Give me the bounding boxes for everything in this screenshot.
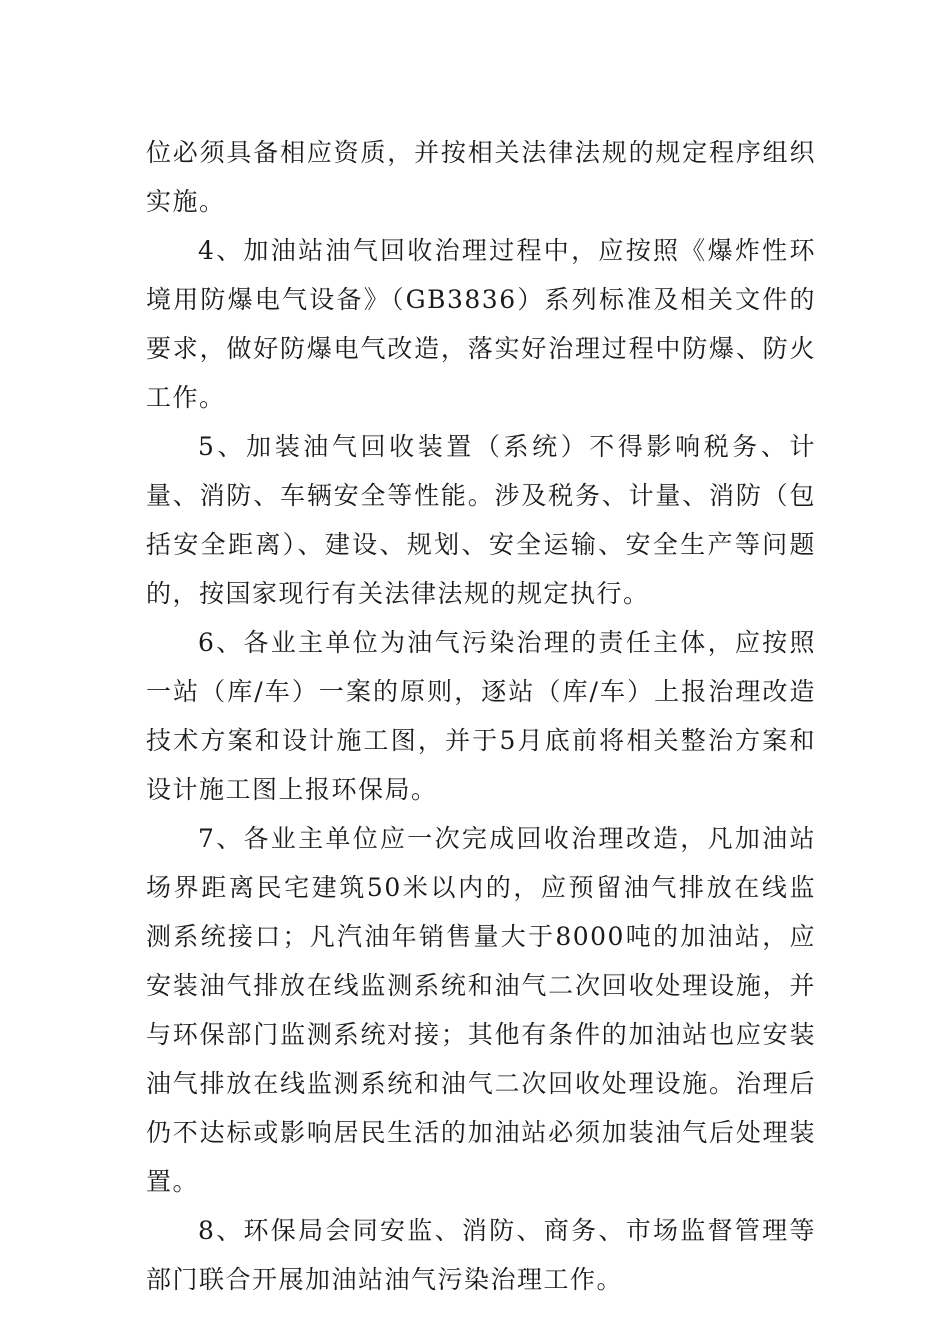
paragraph-continuation: 位必须具备相应资质，并按相关法律法规的规定程序组织实施。	[146, 138, 816, 216]
paragraph-item-4: 4、加油站油气回收治理过程中，应按照《爆炸性环境用防爆电气设备》（GB3836）系列标准及相关文件的要求，做好防爆电气改造，落实好治理过程中防爆、防火工作。	[146, 236, 816, 412]
paragraph-item-8: 8、环保局会同安监、消防、商务、市场监督管理等部门联合开展加油站油气污染治理工作。	[146, 1216, 816, 1294]
paragraph-item-5: 5、加装油气回收装置（系统）不得影响税务、计量、消防、车辆安全等性能。涉及税务、计量、消防（包括安全距离）、建设、规划、安全运输、安全生产等问题的，按国家现行有关法律法规的规定执行。	[146, 432, 816, 608]
paragraph-item-7: 7、各业主单位应一次完成回收治理改造，凡加油站场界距离民宅建筑50米以内的，应预留油气排放在线监测系统接口；凡汽油年销售量大于8000吨的加油站，应安装油气排放在线监测系统和油气二次回收处理设施，并与环保部门监测系统对接；其他有条件的加油站也应安装油气排放在线监测系统和油气二次回收处理设施。治理后仍不达标或影响居民生活的加油站必须加装油气后处理装置。	[146, 824, 816, 1196]
paragraph-item-6: 6、各业主单位为油气污染治理的责任主体，应按照一站（库/车）一案的原则，逐站（库/车）上报治理改造技术方案和设计施工图，并于5月底前将相关整治方案和设计施工图上报环保局。	[146, 628, 816, 804]
document-body	[146, 128, 816, 1304]
